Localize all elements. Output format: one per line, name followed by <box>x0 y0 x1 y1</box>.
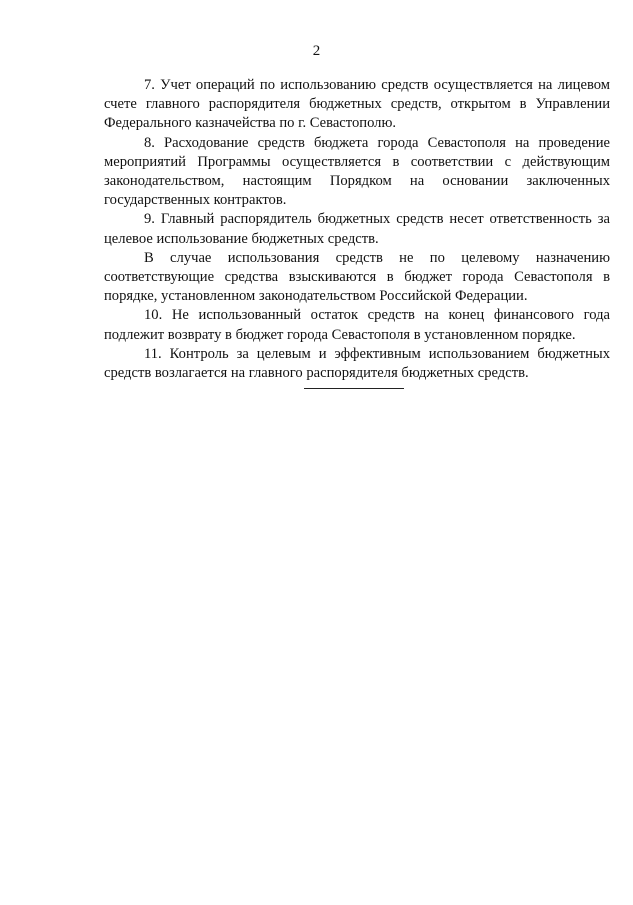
paragraph-7: 7. Учет операций по использованию средств осуществляется на лицевом счете главного распорядителя бюджетных средств, открытом в Управлении Федерального казначейства по г. Севастополю. <box>104 77 610 132</box>
document-body <box>104 76 610 383</box>
paragraph-11: 11. Контроль за целевым и эффективным использованием бюджетных средств возлагается на главного распорядителя бюджетных средств. <box>104 345 610 382</box>
paragraph-8: 8. Расходование средств бюджета города Севастополя на проведение мероприятий Программы осуществляется в соответствии с действующим законодательством, настоящим Порядком на основании заключенных государственных контрактов. <box>104 134 610 209</box>
end-of-document-rule <box>304 388 404 389</box>
paragraph-9-continuation: В случае использования средств не по целевому назначению соответствующие средства взыскиваются в бюджет города Севастополя в порядке, установленном законодательством Российской Федерации. <box>104 249 610 305</box>
page-number: 2 <box>312 43 321 59</box>
paragraph-10: 10. Не использованный остаток средств на конец финансового года подлежит возврату в бюджет города Севастополя в установленном порядке. <box>104 307 610 343</box>
paragraph-9: 9. Главный распорядитель бюджетных средств несет ответственность за целевое использование бюджетных средств. <box>104 211 610 247</box>
